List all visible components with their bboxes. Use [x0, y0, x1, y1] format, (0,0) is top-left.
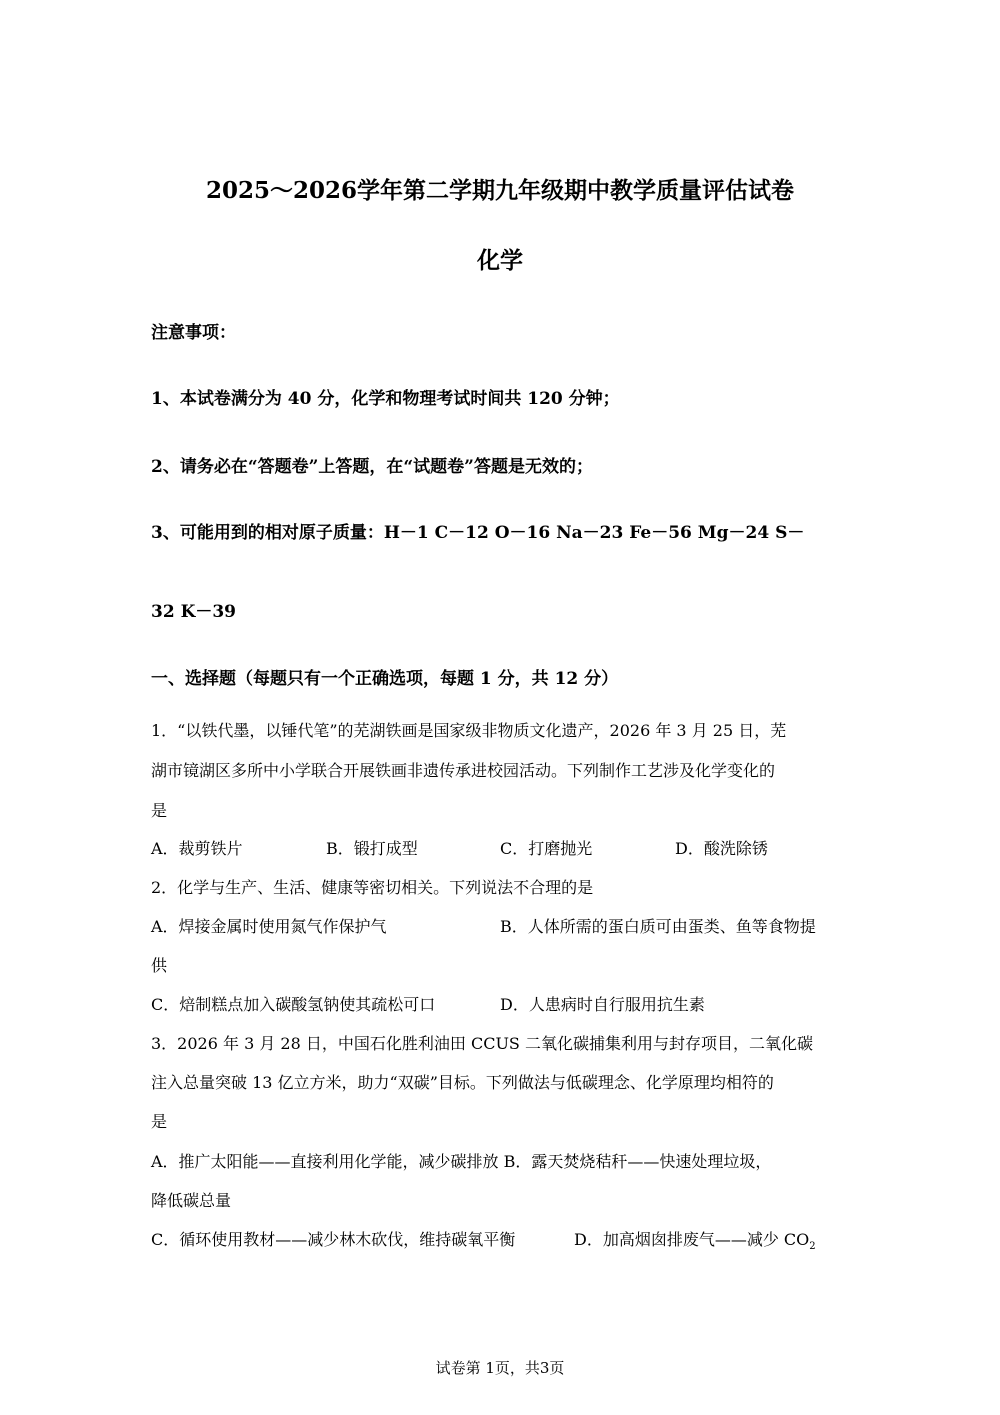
- question-3-stem: 是: [151, 1112, 168, 1131]
- question-3-option-d: [574, 1227, 816, 1252]
- subject-title: 化学: [477, 247, 523, 274]
- question-3-option-c: C．循环使用教材——减少林木砍伐，维持碳氧平衡: [151, 1230, 516, 1249]
- question-2-option-c: C．焙制糕点加入碳酸氢钠使其疏松可口: [151, 995, 436, 1014]
- note-item: 32 K－39: [151, 602, 237, 622]
- question-1-option-a: A．裁剪铁片: [151, 839, 243, 858]
- note-item: 1、本试卷满分为 40 分，化学和物理考试时间共 120 分钟；: [151, 389, 620, 409]
- note-item: 2、请务必在“答题卷”上答题，在“试题卷”答题是无效的；: [151, 457, 593, 477]
- question-2-option-d: D．人患病时自行服用抗生素: [500, 995, 705, 1014]
- section-heading: 一、选择题（每题只有一个正确选项，每题 1 分，共 12 分）: [151, 669, 619, 689]
- question-2-option-b-wrap: 供: [151, 956, 168, 975]
- question-1-stem: 是: [151, 801, 168, 820]
- question-1-option-d: D．酸洗除锈: [675, 839, 768, 858]
- note-item: 3、可能用到的相对原子质量：H－1 C－12 O－16 Na－23 Fe－56 Mg－24 S－: [151, 523, 805, 543]
- question-1-stem: 湖市镜湖区多所中小学联合开展铁画非遗传承进校园活动。下列制作工艺涉及化学变化的: [151, 761, 776, 780]
- question-3-option-d-text: D．加高烟囱排废气——减少 CO: [574, 1230, 810, 1249]
- notes-heading: 注意事项：: [151, 323, 236, 343]
- question-3-option-a-b: A．推广太阳能——直接利用化学能，减少碳排放 B．露天焚烧秸秆——快速处理垃圾，: [151, 1152, 772, 1171]
- question-1-option-b: B．锻打成型: [326, 839, 418, 858]
- question-1-stem: 1．“以铁代墨，以锤代笔”的芜湖铁画是国家级非物质文化遗产，2026 年 3 月 25 日，芜: [151, 721, 787, 740]
- co2-subscript: 2: [809, 1241, 816, 1253]
- page-footer: 试卷第 1页，共3页: [435, 1359, 565, 1377]
- question-2-stem: 2．化学与生产、生活、健康等密切相关。下列说法不合理的是: [151, 878, 594, 897]
- question-3-option-b-wrap: 降低碳总量: [151, 1191, 232, 1210]
- question-2-option-b: B．人体所需的蛋白质可由蛋类、鱼等食物提: [500, 917, 816, 936]
- question-3-stem: 注入总量突破 13 亿立方米，助力“双碳”目标。下列做法与低碳理念、化学原理均相符的: [151, 1073, 774, 1092]
- question-1-option-c: C．打磨抛光: [500, 839, 593, 858]
- question-3-stem: 3．2026 年 3 月 28 日，中国石化胜利油田 CCUS 二氧化碳捕集利用与封存项目，二氧化碳: [151, 1034, 813, 1053]
- exam-title: 2025～2026学年第二学期九年级期中教学质量评估试卷: [205, 177, 795, 204]
- question-2-option-a: A．焊接金属时使用氮气作保护气: [151, 917, 387, 936]
